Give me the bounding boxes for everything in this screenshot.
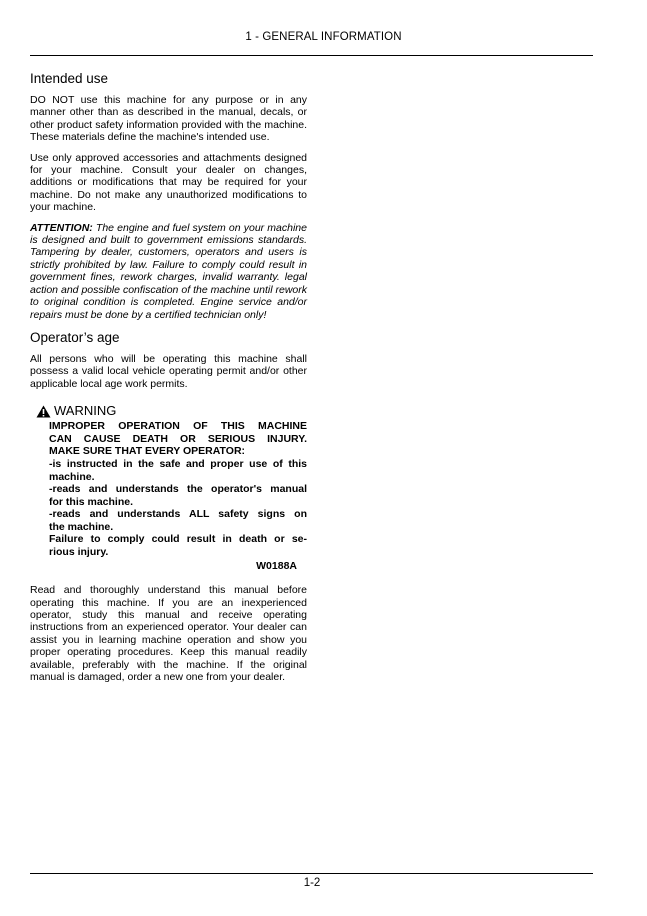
warning-code: W0188A xyxy=(256,559,297,572)
paragraph-intended-use-2: Use only approved accessories and attachments designed for your machine. Consult your dealer on changes, additions or modifications that may be required for your machine. Do not make any unauthorized modifications to your machine. xyxy=(30,151,307,214)
warning-line: rious injury. xyxy=(49,546,109,559)
warning-body xyxy=(49,420,307,572)
attention-text: The engine and fuel system on your machine is designed and built to government emissions standards. Tampering by dealer, customers, operators and users is strictly prohibited by law. Failure to comply could result in government fines, rework charges, invalid warranty. legal action and possible confiscation of the machine until rework to original condition is completed. Engine service and/or repairs must be done by a certified technician only! xyxy=(30,221,307,321)
warning-line: -reads and understands ALL safety signs on xyxy=(49,508,307,521)
page-number: 1-2 xyxy=(303,877,321,889)
paragraph-operators-age: All persons who will be operating this machine shall possess a valid local vehicle operating permit and/or other applicable local age work permits. xyxy=(30,352,307,390)
warning-line: IMPROPER OPERATION OF THIS MACHINE xyxy=(49,420,307,433)
warning-line: the machine. xyxy=(49,520,114,533)
content-column xyxy=(30,70,307,692)
warning-line: MAKE SURE THAT EVERY OPERATOR: xyxy=(49,445,246,458)
warning-line: for this machine. xyxy=(49,495,134,508)
header-rule xyxy=(30,55,593,56)
warning-line: CAN CAUSE DEATH OR SERIOUS INJURY. xyxy=(49,432,307,445)
section-title-operators-age: Operator’s age xyxy=(30,329,120,345)
attention-paragraph xyxy=(30,222,307,321)
page-header-title: 1 - GENERAL INFORMATION xyxy=(245,31,402,43)
attention-lead: ATTENTION: xyxy=(30,221,93,234)
warning-line: Failure to comply could result in death or se- xyxy=(49,533,307,546)
footer-rule xyxy=(30,873,593,874)
warning-line: -reads and understands the operator's manual xyxy=(49,483,307,496)
section-title-intended-use: Intended use xyxy=(30,71,109,86)
warning-triangle-icon xyxy=(36,405,51,418)
warning-title: WARNING xyxy=(54,403,117,419)
warning-line: -is instructed in the safe and proper use of this xyxy=(49,457,307,470)
paragraph-closing: Read and thoroughly understand this manual before operating this machine. If you are an inexperienced operator, study this manual and receive operating instructions from an experienced operator. Your dealer can assist you in learning machine operation and show you proper operating procedures. Keep this manual readily available, preferably with the machine. If the original manual is damaged, order a new one from your dealer. xyxy=(30,584,307,684)
paragraph-intended-use-1: DO NOT use this machine for any purpose or in any manner other than as described in the manual, decals, or other product safety information provided with the machine. These materials define the machine's intended use. xyxy=(30,94,307,144)
warning-line: machine. xyxy=(49,470,95,483)
warning-box xyxy=(30,402,307,572)
warning-header xyxy=(36,402,307,420)
